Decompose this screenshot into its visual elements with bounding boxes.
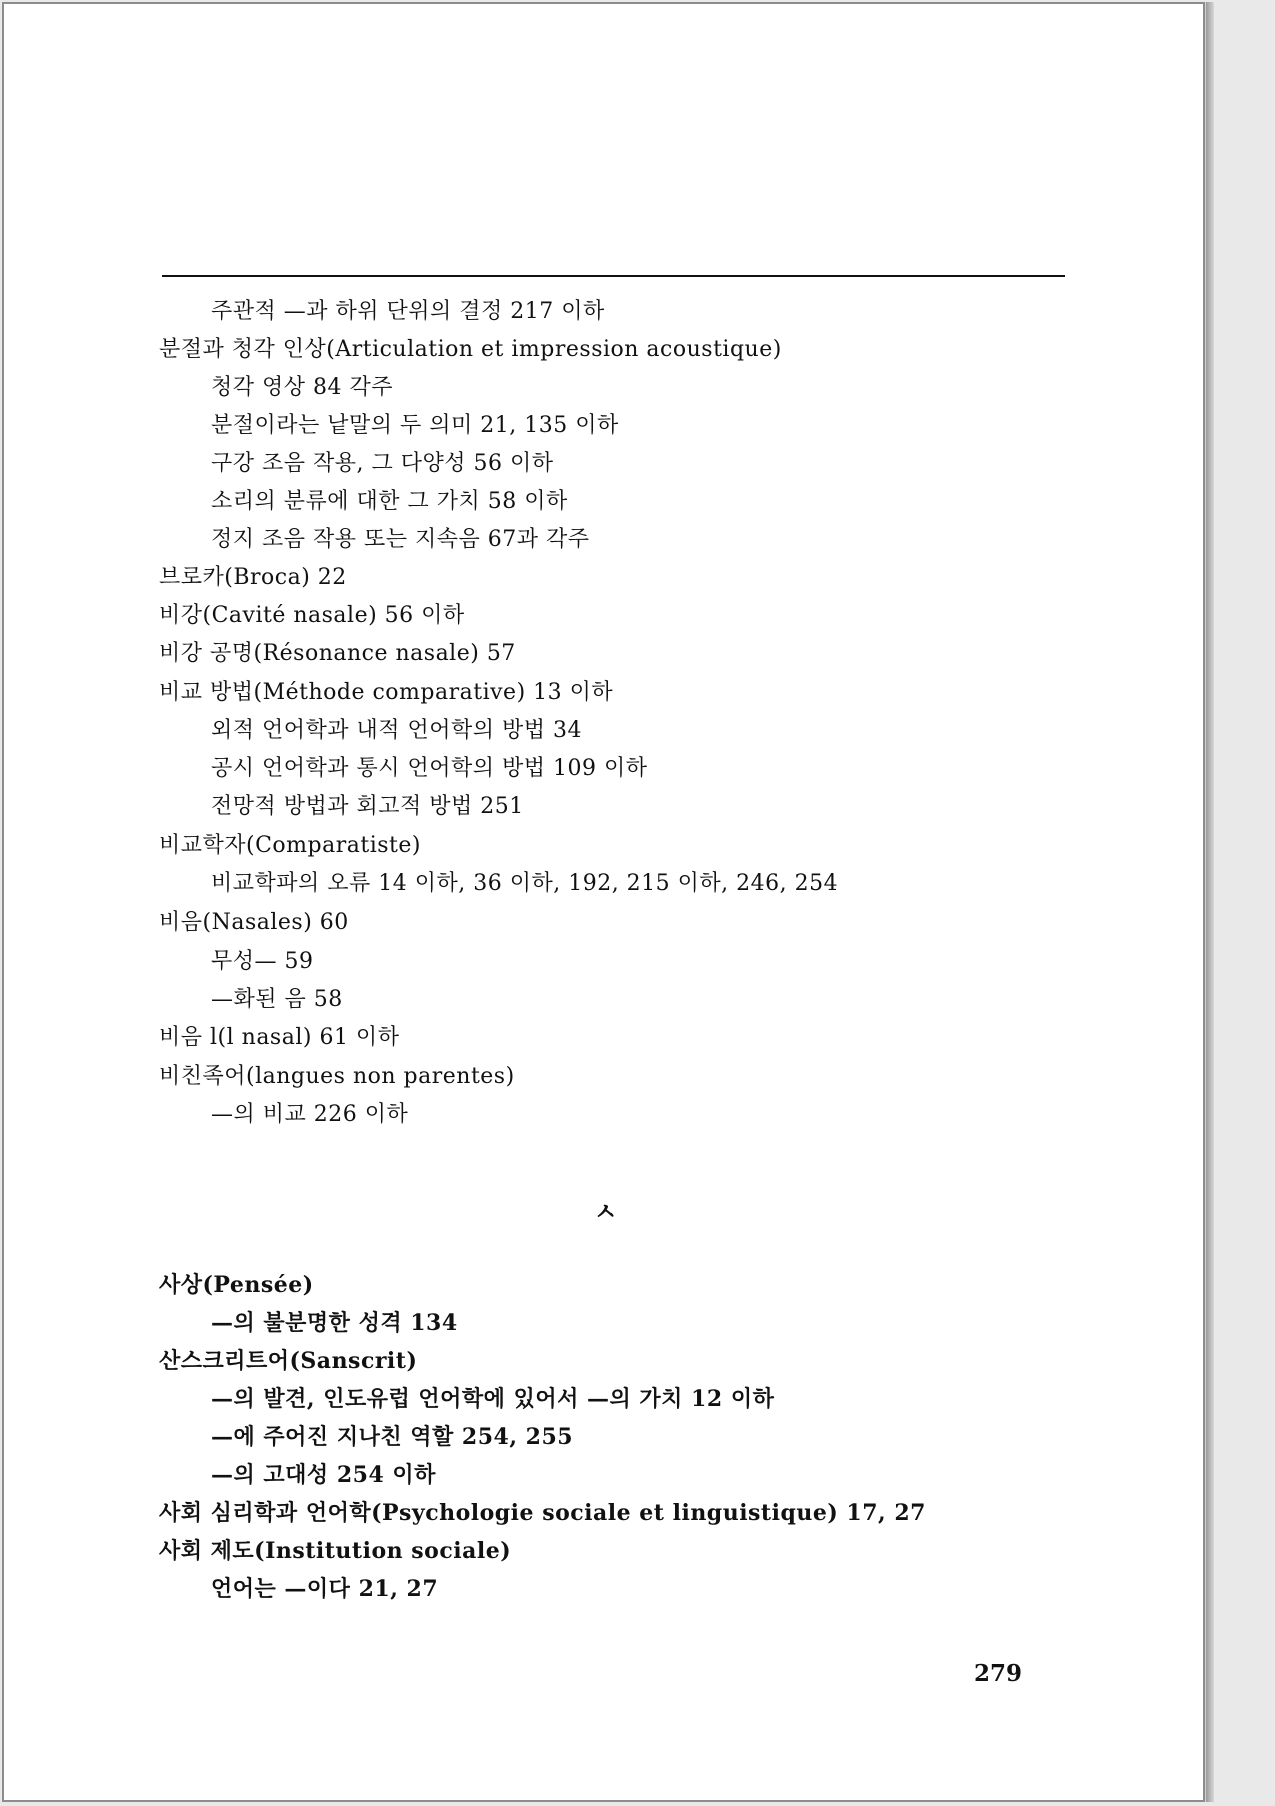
header-rule [162, 275, 1065, 277]
index-entry: 구강 조음 작용, 그 다양성 56 이하 [211, 451, 554, 476]
index-entry: 분절과 청각 인상(Articulation et impression acoustique) [159, 337, 782, 362]
index-entry: 비음(Nasales) 60 [159, 910, 349, 935]
index-entry: 정지 조음 작용 또는 지속음 67과 각주 [211, 527, 590, 552]
index-entry: —의 발견, 인도유럽 언어학에 있어서 —의 가치 12 이하 [211, 1386, 775, 1412]
index-entry: 전망적 방법과 회고적 방법 251 [211, 794, 524, 819]
index-entry: 비교 방법(Méthode comparative) 13 이하 [159, 680, 614, 705]
index-entry: 비강(Cavité nasale) 56 이하 [159, 603, 465, 628]
index-entry: 주관적 —과 하위 단위의 결정 217 이하 [211, 299, 605, 324]
index-entry: 비교학자(Comparatiste) [159, 833, 421, 858]
book-page [2, 2, 1205, 1802]
index-entry: 비음 l(l nasal) 61 이하 [159, 1025, 400, 1050]
index-entry: 무성— 59 [211, 949, 314, 974]
index-entry: —의 고대성 254 이하 [211, 1462, 436, 1488]
index-entry: 분절이라는 낱말의 두 의미 21, 135 이하 [211, 413, 619, 438]
index-entry: —에 주어진 지나친 역할 254, 255 [211, 1424, 574, 1450]
index-entry: 언어는 —이다 21, 27 [211, 1576, 439, 1602]
index-entry: 청각 영상 84 각주 [211, 375, 393, 400]
index-entry: 공시 언어학과 통시 언어학의 방법 109 이하 [211, 756, 648, 781]
index-entry: 비교학파의 오류 14 이하, 36 이하, 192, 215 이하, 246, 254 [211, 871, 839, 896]
index-entry: 비강 공명(Résonance nasale) 57 [159, 641, 516, 666]
index-entry: 산스크리트어(Sanscrit) [159, 1348, 418, 1374]
index-entry: 외적 언어학과 내적 언어학의 방법 34 [211, 718, 582, 743]
index-entry: 브로카(Broca) 22 [159, 565, 347, 590]
page-number: 279 [974, 1660, 1023, 1687]
index-entry: —의 불분명한 성격 134 [211, 1310, 458, 1336]
page-edge [1206, 2, 1214, 1802]
index-entry: —화된 음 58 [211, 987, 343, 1012]
index-entry: 사상(Pensée) [159, 1272, 314, 1298]
index-entry: 사회 심리학과 언어학(Psychologie sociale et linguistique) 17, 27 [159, 1500, 926, 1526]
index-entry: 소리의 분류에 대한 그 가치 58 이하 [211, 489, 568, 514]
section-letter: ㅅ [593, 1198, 618, 1226]
index-entry: 사회 제도(Institution sociale) [159, 1538, 512, 1564]
index-entry: —의 비교 226 이하 [211, 1102, 409, 1127]
index-entry: 비친족어(langues non parentes) [159, 1064, 515, 1089]
